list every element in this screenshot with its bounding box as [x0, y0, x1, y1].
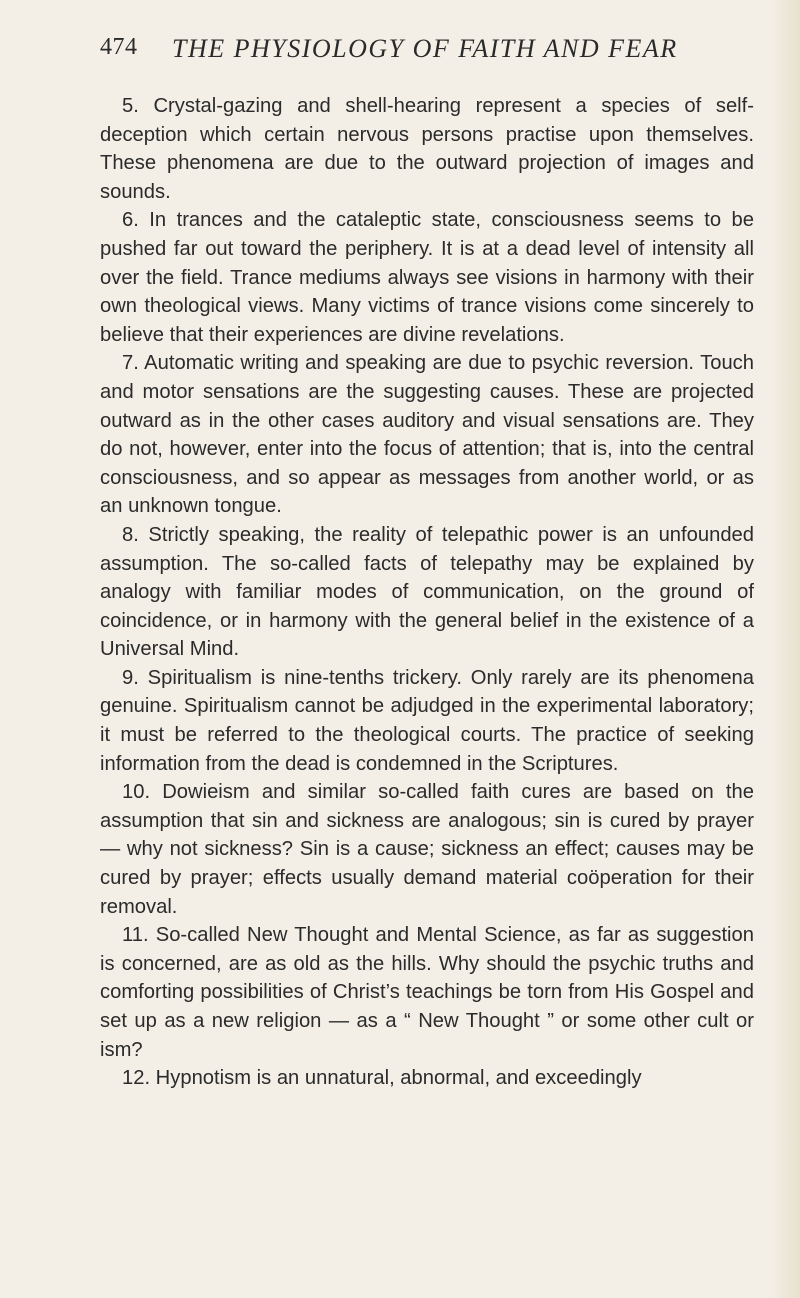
paragraph-10: 10. Dowieism and similar so-called faith cures are based on the assumption that sin and sickness are analogous; sin is cured by prayer — why not sickness? Sin is a cause; sickness an effect; causes may be cured by prayer; effects usually demand material coöperation for their removal.: [100, 781, 754, 918]
running-title: THE PHYSIOLOGY OF FAITH AND FEAR: [172, 34, 678, 63]
page-number: 474: [100, 34, 138, 60]
body-text: [100, 92, 754, 1093]
page-header: [100, 34, 700, 74]
paragraph-9: 9. Spiritualism is nine-tenths trickery. Only rarely are its phenomena genuine. Spiritualism cannot be adjudged in the experimental laboratory; it must be referred to the theological courts. The practice of seeking information from the dead is condemned in the Scriptures.: [100, 666, 754, 775]
paragraph-11: 11. So-called New Thought and Mental Science, as far as suggestion is concerned, are as old as the hills. Why should the psychic truths and comforting possibilities of Christ’s teachings be torn from His Gospel and set up as a new religion — as a “ New Thought ” or some other cult or ism?: [100, 924, 754, 1061]
paragraph-12: 12. Hypnotism is an unnatural, abnormal, and exceedingly: [122, 1067, 642, 1090]
paragraph-7: 7. Automatic writing and speaking are due to psychic reversion. Touch and motor sensations are the suggesting causes. These are projected outward as in the other cases auditory and visual sensations are. They do not, however, enter into the focus of attention; that is, into the central consciousness, and so appear as messages from another world, or as an unknown tongue.: [100, 352, 754, 518]
paragraph-6: 6. In trances and the cataleptic state, consciousness seems to be pushed far out toward the periphery. It is at a dead level of intensity all over the field. Trance mediums always see visions in harmony with their own theological views. Many victims of trance visions come sincerely to believe that their experiences are divine revelations.: [100, 209, 754, 346]
paragraph-5: 5. Crystal-gazing and shell-hearing represent a species of self-deception which certain nervous persons practise upon themselves. These phenomena are due to the outward projection of images and sounds.: [100, 95, 754, 203]
page-edge-shadow: [770, 0, 800, 1298]
paragraph-8: 8. Strictly speaking, the reality of telepathic power is an unfounded assumption. The so-called facts of telepathy may be explained by analogy with familiar modes of communication, on the ground of coincidence, or in harmony with the general belief in the existence of a Universal Mind.: [100, 523, 754, 661]
